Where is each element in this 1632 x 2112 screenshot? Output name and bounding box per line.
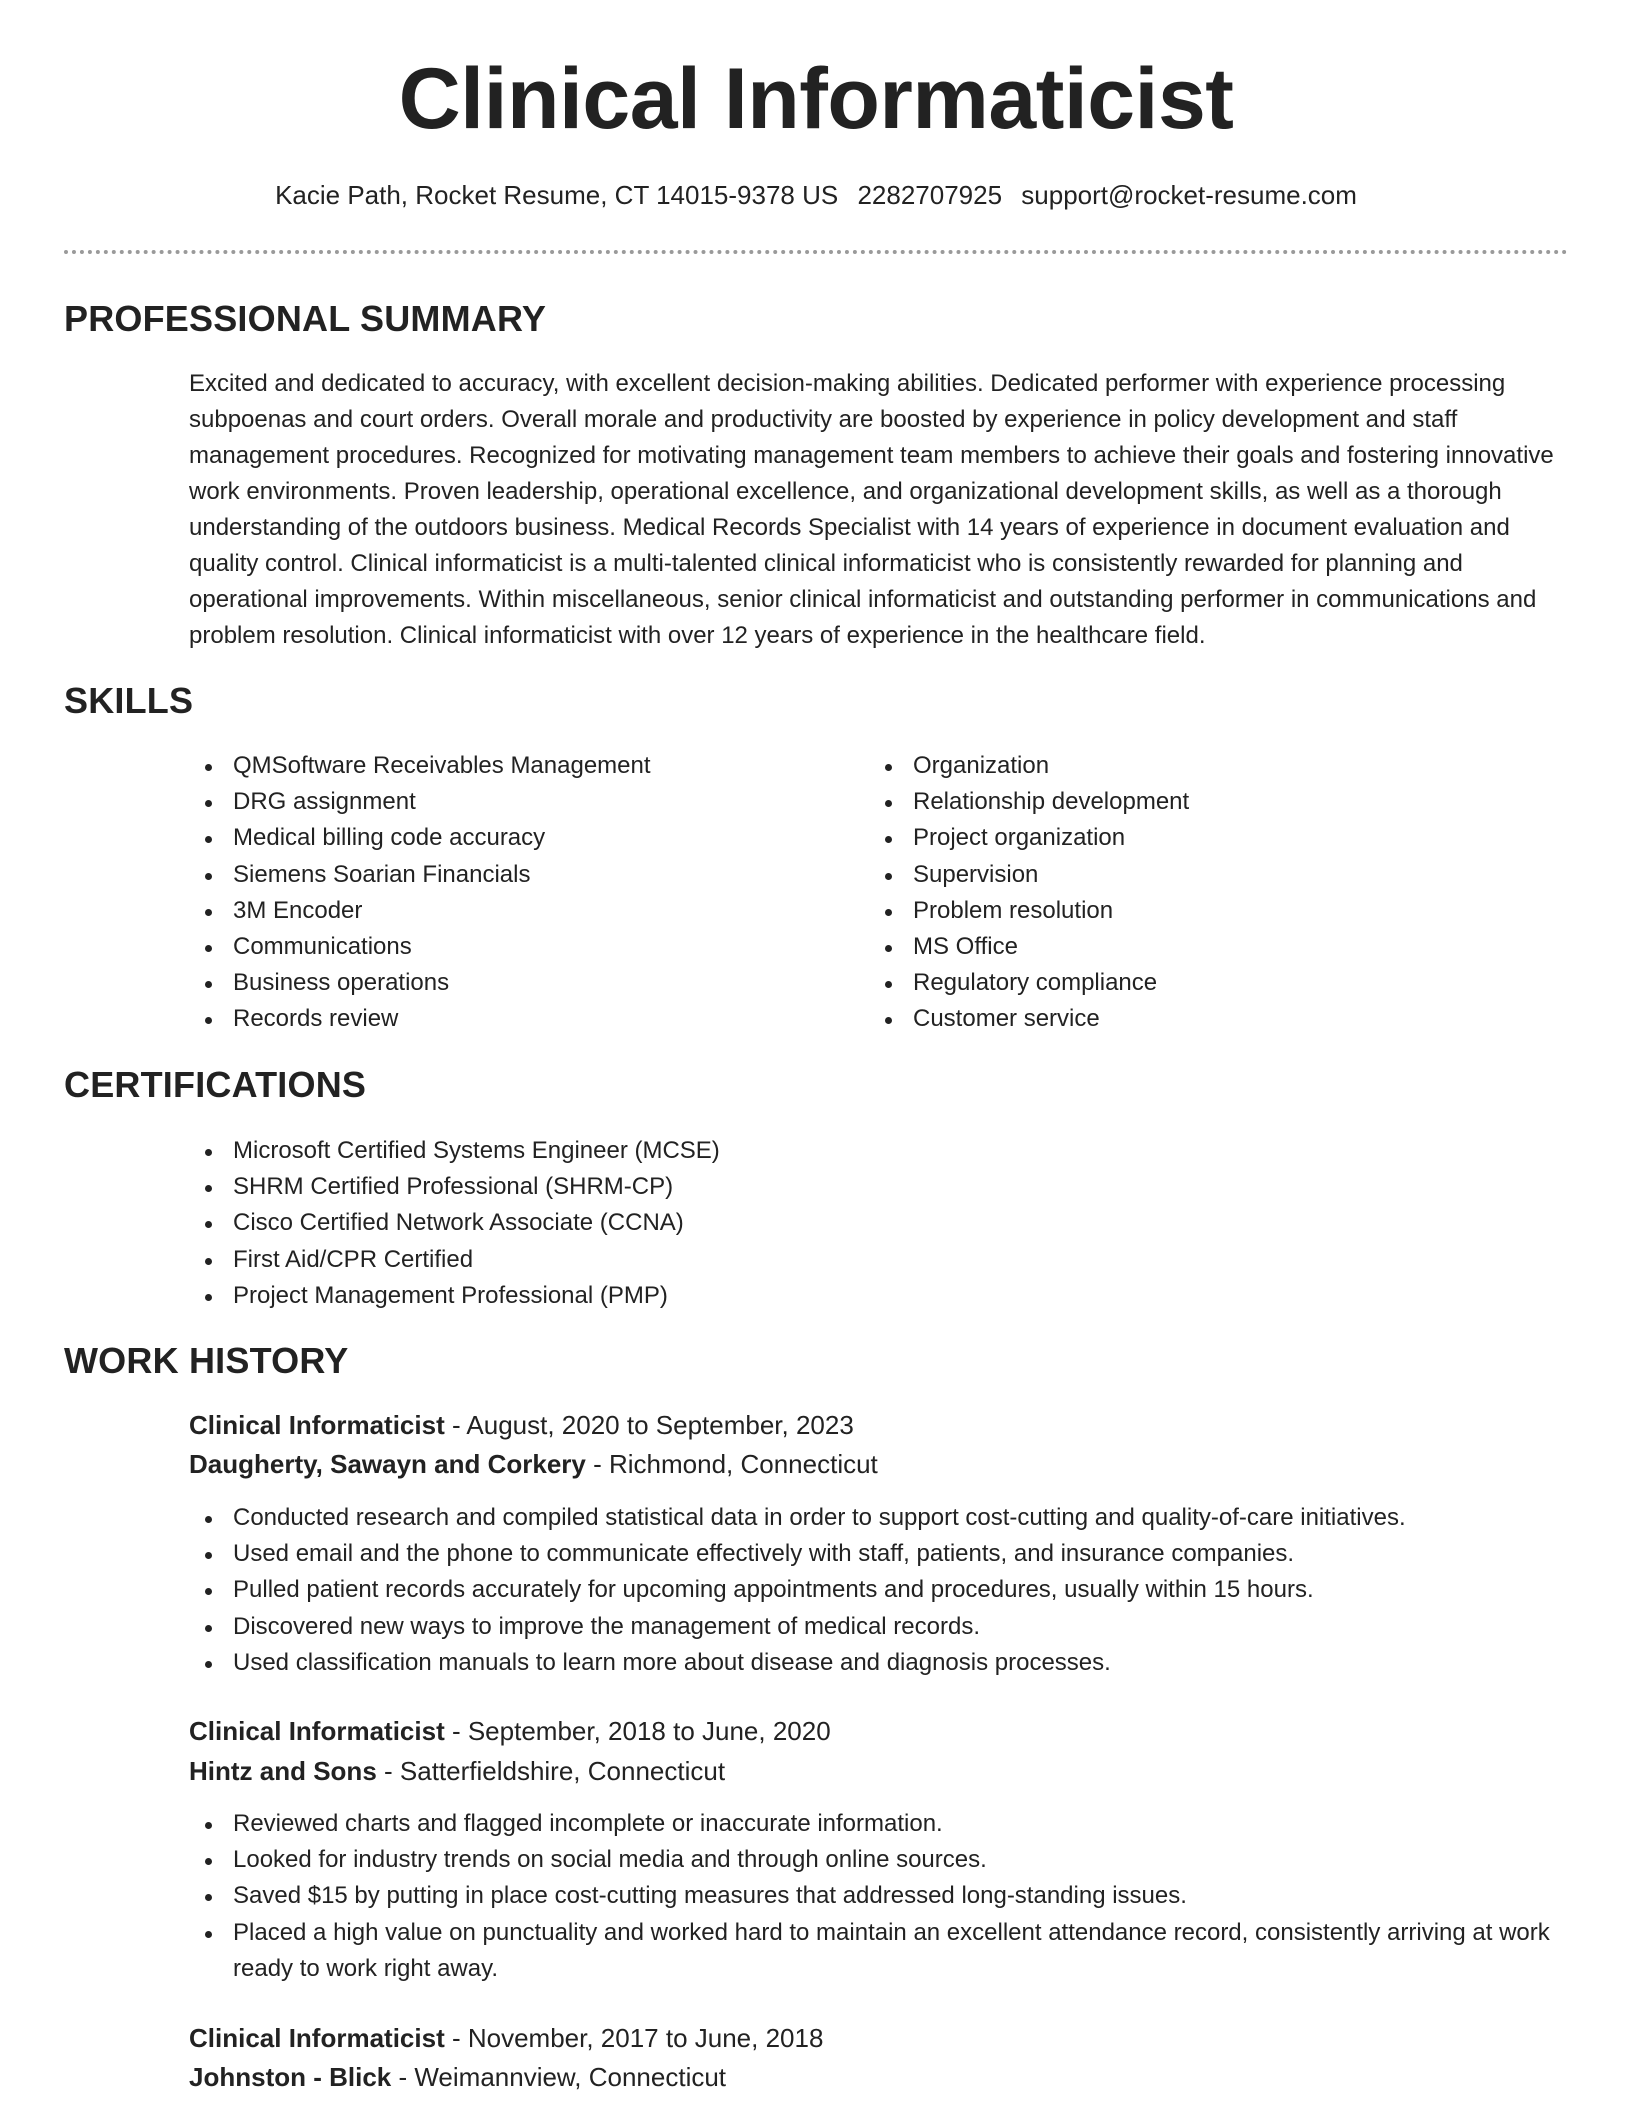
skills-right-column — [869, 748, 1189, 1038]
certification-item: First Aid/CPR Certified — [189, 1242, 720, 1278]
skill-item: 3M Encoder — [189, 893, 651, 929]
job-company-line — [189, 2058, 726, 2097]
job-duty: Discovered new ways to improve the management of medical records. — [189, 1609, 1569, 1645]
skill-item: Problem resolution — [869, 893, 1189, 929]
skill-item: DRG assignment — [189, 784, 651, 820]
job-company: Johnston - Blick — [189, 2062, 392, 2092]
certifications-list-wrap — [189, 1133, 720, 1314]
job-title-line — [189, 1712, 831, 1751]
contact-phone: 2282707925 — [857, 180, 1003, 210]
job-duty: Used email and the phone to communicate effectively with staff, patients, and insurance companies. — [189, 1536, 1569, 1572]
skill-item: Records review — [189, 1001, 651, 1037]
certifications-list — [189, 1133, 720, 1314]
skill-item: Project organization — [869, 820, 1189, 856]
job-title: Clinical Informaticist — [189, 2023, 445, 2053]
skill-item: QMSoftware Receivables Management — [189, 748, 651, 784]
skills-left-column — [189, 748, 651, 1038]
skill-item: Siemens Soarian Financials — [189, 857, 651, 893]
job-location: - Satterfieldshire, Connecticut — [376, 1756, 726, 1786]
job-company-line — [189, 1445, 878, 1484]
job-duty: Reviewed charts and flagged incomplete or inaccurate information. — [189, 1806, 1569, 1842]
job-duty: Saved $15 by putting in place cost-cutting measures that addressed long-standing issues. — [189, 1878, 1569, 1914]
job-duties-list — [189, 1500, 1569, 1681]
job-duty: Placed a high value on punctuality and worked hard to maintain an excellent attendance record, consistently arriving at work ready to work right away. — [189, 1915, 1569, 1987]
skill-item: Supervision — [869, 857, 1189, 893]
job-company-line — [189, 1752, 725, 1791]
skill-item: MS Office — [869, 929, 1189, 965]
contact-email: support@rocket-resume.com — [1021, 180, 1357, 210]
certification-item: Microsoft Certified Systems Engineer (MCSE) — [189, 1133, 720, 1169]
skill-item: Medical billing code accuracy — [189, 820, 651, 856]
contact-line — [0, 180, 1632, 211]
skill-item: Business operations — [189, 965, 651, 1001]
skill-item: Relationship development — [869, 784, 1189, 820]
job-company: Hintz and Sons — [189, 1756, 377, 1786]
job-dates: - November, 2017 to June, 2018 — [444, 2023, 824, 2053]
job-title-line — [189, 1406, 854, 1445]
certification-item: SHRM Certified Professional (SHRM-CP) — [189, 1169, 720, 1205]
job-duty: Looked for industry trends on social media and through online sources. — [189, 1842, 1569, 1878]
header-divider — [64, 250, 1568, 254]
skill-item: Customer service — [869, 1001, 1189, 1037]
job-duty: Used classification manuals to learn more about disease and diagnosis processes. — [189, 1645, 1569, 1681]
resume-title: Clinical Informaticist — [398, 51, 1234, 147]
job-location: - Weimannview, Connecticut — [391, 2062, 727, 2092]
skill-item: Communications — [189, 929, 651, 965]
job-company: Daugherty, Sawayn and Corkery — [189, 1449, 586, 1479]
summary-heading: PROFESSIONAL SUMMARY — [64, 298, 547, 339]
summary-text: Excited and dedicated to accuracy, with excellent decision-making abilities. Dedicated performer with experience processing subpoenas and court orders. Overall morale and productivity are boosted by experience in policy development and staff management procedures. Recognized for motivating management team members to achieve their goals and fostering innovative work environments. Proven leadership, operational excellence, and organizational development skills, as well as a thorough understanding of the outdoors business. Medical Records Specialist with 14 years of experience in document evaluation and quality control. Clinical informaticist is a multi-talented clinical informaticist who is consistently rewarded for planning and operational improvements. Within miscellaneous, senior clinical informaticist and outstanding performer in communications and problem resolution. Clinical informaticist with over 12 years of experience in the healthcare field. — [189, 370, 1554, 649]
job-title: Clinical Informaticist — [189, 1410, 445, 1440]
certification-item: Project Management Professional (PMP) — [189, 1278, 720, 1314]
skill-item: Regulatory compliance — [869, 965, 1189, 1001]
certification-item: Cisco Certified Network Associate (CCNA) — [189, 1205, 720, 1241]
job-title: Clinical Informaticist — [189, 1716, 445, 1746]
skills-left-list — [189, 748, 651, 1038]
job-title-line — [189, 2019, 823, 2058]
job-dates: - August, 2020 to September, 2023 — [444, 1410, 854, 1440]
job-duties-list — [189, 1806, 1569, 1987]
job-dates: - September, 2018 to June, 2020 — [444, 1716, 831, 1746]
job-duty: Conducted research and compiled statistical data in order to support cost-cutting and quality-of-care initiatives. — [189, 1500, 1569, 1536]
job-duty: Pulled patient records accurately for upcoming appointments and procedures, usually within 15 hours. — [189, 1572, 1569, 1608]
work-history-heading: WORK HISTORY — [64, 1340, 349, 1381]
contact-address: Kacie Path, Rocket Resume, CT 14015-9378 US — [275, 180, 839, 210]
skill-item: Organization — [869, 748, 1189, 784]
job-location: - Richmond, Connecticut — [585, 1449, 878, 1479]
skills-right-list — [869, 748, 1189, 1038]
job-duties-wrap — [189, 1806, 1569, 1987]
skills-heading: SKILLS — [64, 680, 194, 721]
certifications-heading: CERTIFICATIONS — [64, 1064, 367, 1105]
job-duties-wrap — [189, 1500, 1569, 1681]
